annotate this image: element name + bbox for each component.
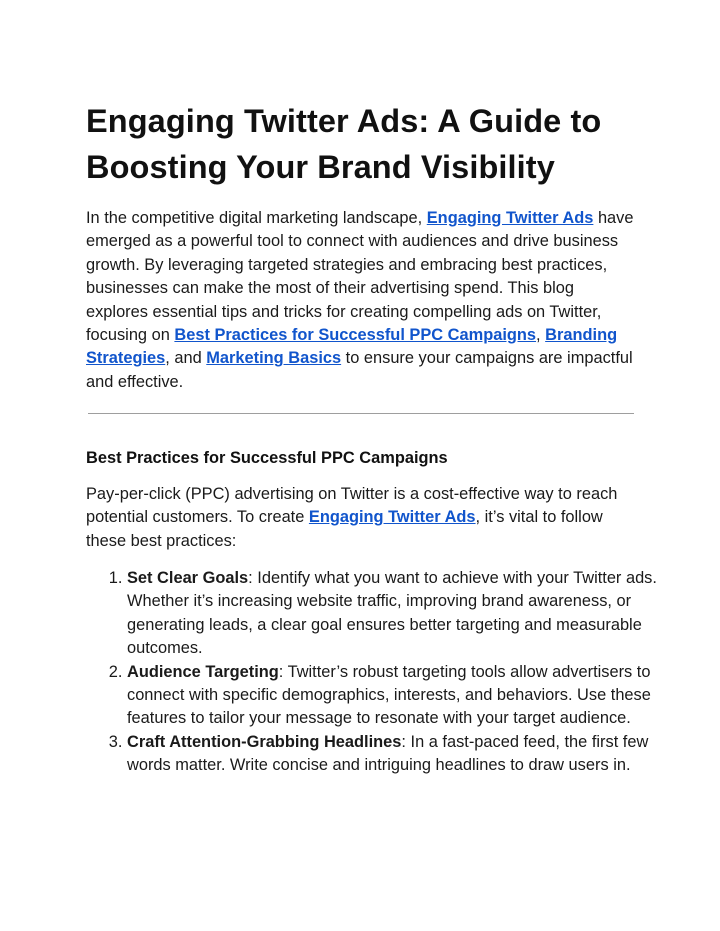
intro-text-5: to ensure your campaigns are impactful and effective. bbox=[86, 349, 633, 391]
engaging-twitter-ads-link[interactable]: Engaging Twitter Ads bbox=[426, 209, 594, 227]
list-item-title: Set Clear Goals bbox=[127, 569, 249, 587]
intro-text-2: have emerged as a powerful tool to connect with audiences and drive business growth. By leveraging targeted strategies and embracing best practices, businesses can make the most of their advertising spend. This blog explores essential tips and tricks for creating compelling ads on Twitter, focusing on bbox=[86, 209, 634, 345]
best-practices-ppc-link[interactable]: Best Practices for Successful PPC Campaigns bbox=[174, 326, 537, 345]
list-item bbox=[127, 661, 677, 731]
marketing-basics-link[interactable]: Marketing Basics bbox=[206, 349, 342, 368]
list-item-text: : In a fast-paced feed, the first few words matter. Write concise and intriguing headlines to draw users in. bbox=[127, 732, 649, 775]
intro-paragraph bbox=[86, 207, 634, 394]
engaging-twitter-ads-link-2[interactable]: Engaging Twitter Ads bbox=[308, 508, 476, 527]
list-item-title: Audience Targeting bbox=[127, 662, 279, 681]
list-item-title: Craft Attention-Grabbing Headlines bbox=[127, 732, 402, 751]
intro-text-1: In the competitive digital marketing landscape, bbox=[86, 209, 427, 227]
section-heading: Best Practices for Successful PPC Campaigns bbox=[86, 449, 448, 467]
best-practices-list bbox=[86, 567, 677, 778]
section-divider bbox=[88, 413, 634, 414]
list-item bbox=[127, 731, 677, 778]
page-title: Engaging Twitter Ads: A Guide to Boosting Your Brand Visibility bbox=[86, 103, 602, 185]
intro-text-3: , bbox=[536, 326, 546, 345]
section-intro-text-1: Pay-per-click (PPC) advertising on Twitter is a cost-effective way to reach potential customers. To create bbox=[86, 485, 618, 527]
section-intro-paragraph bbox=[86, 483, 634, 553]
list-item-text: : Identify what you want to achieve with your Twitter ads. Whether it’s increasing website traffic, improving brand awareness, or generating leads, a clear goal ensures better targeting and measurable outcomes. bbox=[127, 569, 657, 658]
intro-text-4: , and bbox=[165, 349, 207, 368]
section-intro-text-2: , it’s vital to follow these best practices: bbox=[86, 508, 603, 550]
list-item-text: : Twitter’s robust targeting tools allow advertisers to connect with specific demographics, interests, and behaviors. Use these features to tailor your message to resonate with your target audience. bbox=[127, 662, 651, 728]
list-item bbox=[127, 567, 677, 661]
branding-strategies-link[interactable]: Branding Strategies bbox=[86, 326, 618, 368]
